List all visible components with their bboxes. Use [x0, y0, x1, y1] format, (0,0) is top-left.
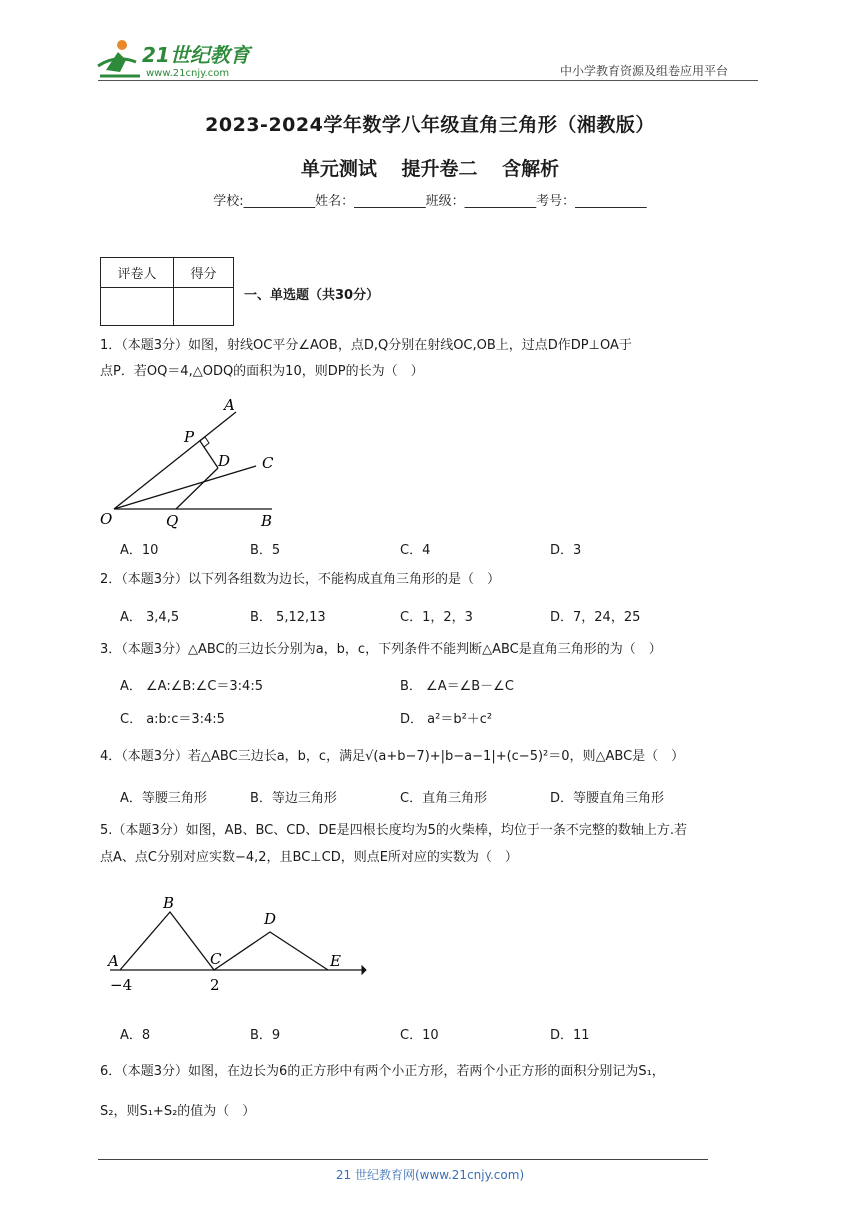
page-subtitle: 单元测试 提升卷二 含解析 [300, 158, 560, 180]
student-info-line: 学校:___________姓名：___________班级：___________考号：___________ [213, 194, 647, 209]
label-a: A [224, 396, 235, 414]
footer-divider [98, 1159, 708, 1160]
footer-text[interactable]: 21 世纪教育网(www.21cnjy.com) [335, 1168, 525, 1182]
matchsticks [120, 912, 328, 970]
logo-url: www.21cnjy.com [146, 68, 230, 79]
q5-option-a[interactable]: A．8 [120, 1028, 151, 1043]
label-b: B [261, 512, 273, 530]
question-6-line1: 6．（本题3分）如图，在边长为6的正方形中有两个小正方形，若两个小正方形的面积分别记为S₁， [100, 1064, 665, 1079]
label-o: O [100, 510, 113, 528]
header-platform-text: 中小学教育资源及组卷应用平台 [560, 64, 729, 78]
q5-option-c[interactable]: C．10 [400, 1028, 439, 1043]
q4-option-d[interactable]: D．等腰直角三角形 [550, 791, 665, 806]
q3-option-c[interactable]: C． a:b:c＝3:4:5 [120, 712, 225, 727]
score-table [100, 257, 234, 326]
q2-option-b[interactable]: B． 5,12,13 [250, 610, 326, 625]
question-4-text: 4．（本题3分）若△ABC三边长a，b，c，满足√(a+b−7)+|b−a−1|+(c−5)²＝0，则△ABC是（ ） [100, 749, 685, 764]
label-minus-four: −4 [110, 976, 133, 994]
header-divider [98, 80, 758, 81]
q3-option-b[interactable]: B． ∠A＝∠B－∠C [400, 679, 514, 694]
q2-option-a[interactable]: A． 3,4,5 [120, 610, 180, 625]
question-1-text [100, 336, 760, 382]
question-5-line2: 点A、点C分别对应实数−4,2，且BC⊥CD，则点E所对应的实数为（ ） [100, 850, 518, 865]
ray-oc [114, 466, 256, 509]
score-table-header-grader: 评卷人 [101, 258, 174, 288]
q5-option-b[interactable]: B．9 [250, 1028, 281, 1043]
label-b: B [163, 894, 175, 912]
brand-logo [96, 36, 266, 80]
q1-option-b[interactable]: B．5 [250, 543, 281, 558]
q2-option-c[interactable]: C．1，2，3 [400, 610, 473, 625]
segment-dp [200, 441, 218, 468]
question-1-line2: 点P．若OQ＝4,△ODQ的面积为10，则DP的长为（ ） [100, 364, 424, 379]
q3-option-a[interactable]: A． ∠A:∠B:∠C＝3:4:5 [120, 679, 263, 694]
q1-option-c[interactable]: C．4 [400, 543, 431, 558]
score-table-score-cell[interactable] [174, 288, 234, 326]
q4-option-a[interactable]: A．等腰三角形 [120, 791, 207, 806]
question-5-text [100, 821, 760, 868]
q5-option-d[interactable]: D．11 [550, 1028, 590, 1043]
question-5-line1: 5.（本题3分）如图，AB、BC、CD、DE是四根长度均为5的火柴棒，均位于一条不完整的数轴上方.若 [100, 823, 687, 838]
label-c: C [210, 950, 222, 968]
question-3-text: 3．（本题3分）△ABC的三边长分别为a，b，c，下列条件不能判断△ABC是直角三角形的为（ ） [100, 642, 662, 657]
question-6-line2: S₂，则S₁+S₂的值为（ ） [100, 1104, 256, 1119]
q3-option-d[interactable]: D． a²＝b²＋c² [400, 712, 493, 727]
section-heading: 一、单选题（共30分） [244, 288, 380, 303]
logo-text: 21世纪教育 [142, 43, 250, 67]
q4-option-b[interactable]: B．等边三角形 [250, 791, 337, 806]
q2-option-d[interactable]: D．7，24，25 [550, 610, 641, 625]
label-e: E [330, 952, 341, 970]
score-table-header-score: 得分 [174, 258, 234, 288]
score-table-grader-cell[interactable] [101, 288, 174, 326]
question-1-line1: 1．（本题3分）如图，射线OC平分∠AOB，点D,Q分别在射线OC,OB上，过点D作DP⊥OA于 [100, 338, 632, 353]
question-1-figure [96, 394, 286, 534]
label-d: D [218, 452, 231, 470]
question-2-text: 2．（本题3分）以下列各组数为边长，不能构成直角三角形的是（ ） [100, 572, 501, 587]
label-a: A [108, 952, 119, 970]
q1-option-a[interactable]: A．10 [120, 543, 159, 558]
label-q: Q [166, 512, 179, 530]
label-c: C [262, 454, 274, 472]
axis-arrow [362, 966, 366, 974]
label-p: P [184, 428, 195, 446]
page-title: 2023-2024学年数学八年级直角三角形（湘教版） [205, 114, 655, 136]
label-d: D [264, 910, 277, 928]
label-two: 2 [210, 976, 220, 994]
q4-option-c[interactable]: C．直角三角形 [400, 791, 488, 806]
q1-option-d[interactable]: D．3 [550, 543, 582, 558]
question-6-text [100, 1062, 760, 1122]
question-5-figure [100, 888, 380, 998]
